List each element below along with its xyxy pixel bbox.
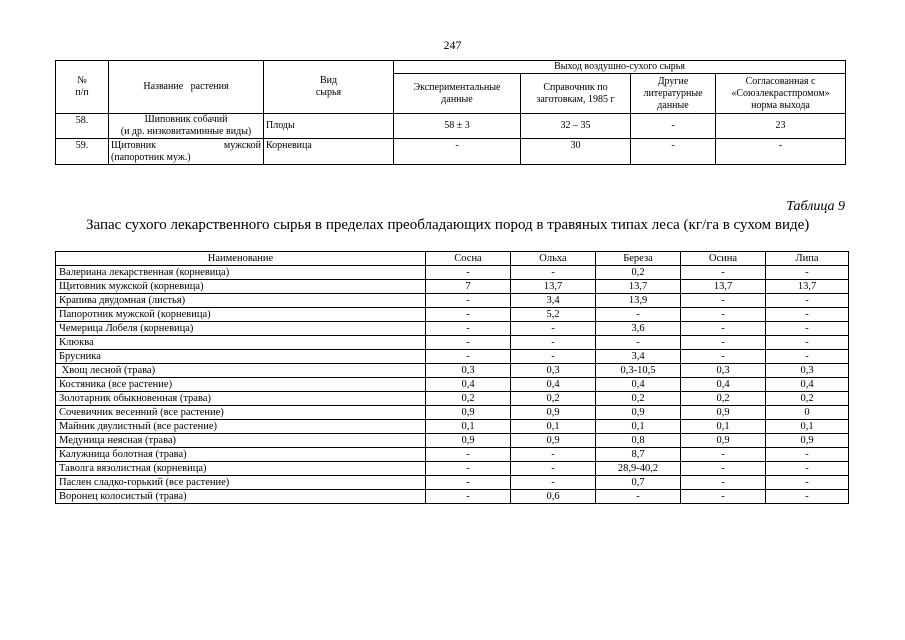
table-row xyxy=(56,476,849,490)
plant-name-cell: Валериана лекарственная (корневица) xyxy=(56,266,426,280)
stock-value-linden: 0,9 xyxy=(766,434,849,448)
stock-value-birch: 0,4 xyxy=(596,378,681,392)
header-other-literature: Другие литературные данные xyxy=(631,74,716,114)
plant-name-cell xyxy=(109,139,264,165)
stock-value-pine: - xyxy=(426,448,511,462)
header-dry-yield-group: Выход воздушно-сухого сырья xyxy=(394,61,846,74)
header-plant-name: Название растения xyxy=(109,61,264,114)
stock-value-linden: - xyxy=(766,266,849,280)
stock-value-aspen: - xyxy=(681,308,766,322)
stock-value-aspen: 0,2 xyxy=(681,392,766,406)
stock-value-pine: 0,9 xyxy=(426,406,511,420)
stock-value-pine: - xyxy=(426,322,511,336)
stock-value-aspen: 0,4 xyxy=(681,378,766,392)
stock-value-aspen: - xyxy=(681,294,766,308)
table-row xyxy=(56,294,849,308)
other-literature-value: - xyxy=(631,114,716,139)
header-alder: Ольха xyxy=(511,252,596,266)
stock-value-linden: - xyxy=(766,308,849,322)
stock-value-alder: - xyxy=(511,462,596,476)
stock-value-alder: 0,9 xyxy=(511,434,596,448)
stock-value-linden: 0,4 xyxy=(766,378,849,392)
stock-value-linden: - xyxy=(766,294,849,308)
plant-name-line: (папоротник муж.) xyxy=(111,152,191,163)
stock-value-aspen: - xyxy=(681,462,766,476)
plant-name-cell: Медуница неясная (трава) xyxy=(56,434,426,448)
stock-value-birch: 28,9-40,2 xyxy=(596,462,681,476)
stock-value-linden: - xyxy=(766,490,849,504)
page-number: 247 xyxy=(443,38,462,52)
handbook-value: 30 xyxy=(521,139,631,165)
stock-value-aspen: - xyxy=(681,448,766,462)
stock-value-pine: 0,4 xyxy=(426,378,511,392)
stock-value-alder: - xyxy=(511,476,596,490)
other-literature-value: - xyxy=(631,139,716,165)
table-row xyxy=(56,448,849,462)
row-number: 59. xyxy=(56,139,109,165)
stock-value-linden: 13,7 xyxy=(766,280,849,294)
stock-value-pine: 0,1 xyxy=(426,420,511,434)
stock-value-birch: 0,7 xyxy=(596,476,681,490)
header-linden: Липа xyxy=(766,252,849,266)
stock-value-birch: 0,1 xyxy=(596,420,681,434)
plant-name-cell: Брусника xyxy=(56,350,426,364)
stock-value-birch: 0,8 xyxy=(596,434,681,448)
stock-value-pine: - xyxy=(426,308,511,322)
plant-name-line: Шиповник собачий xyxy=(144,114,228,125)
table-body xyxy=(56,266,849,504)
table-row xyxy=(56,406,849,420)
table-title: Запас сухого лекарственного сырья в пределах преобладающих пород в травяных типах леса (кг/га в сухом виде) xyxy=(86,217,810,233)
stock-value-pine: - xyxy=(426,490,511,504)
table-row xyxy=(56,308,849,322)
stock-value-birch: 3,4 xyxy=(596,350,681,364)
stock-value-birch: 0,9 xyxy=(596,406,681,420)
experimental-value: - xyxy=(394,139,521,165)
stock-value-pine: 7 xyxy=(426,280,511,294)
handbook-value: 32 – 35 xyxy=(521,114,631,139)
stock-value-alder: 3,4 xyxy=(511,294,596,308)
table-row xyxy=(56,434,849,448)
row-number: 58. xyxy=(56,114,109,139)
stock-value-alder: 0,1 xyxy=(511,420,596,434)
stock-value-aspen: 0,3 xyxy=(681,364,766,378)
stock-value-alder: - xyxy=(511,322,596,336)
stock-value-aspen: 13,7 xyxy=(681,280,766,294)
plant-name-cell: Таволга вязолистная (корневица) xyxy=(56,462,426,476)
stock-value-aspen: - xyxy=(681,350,766,364)
table-row xyxy=(56,336,849,350)
stock-value-alder: - xyxy=(511,448,596,462)
stock-value-birch: 8,7 xyxy=(596,448,681,462)
plant-name-cell: Щитовник мужской (корневица) xyxy=(56,280,426,294)
plant-name-cell: Калужница болотная (трава) xyxy=(56,448,426,462)
stock-value-birch: - xyxy=(596,308,681,322)
stock-value-pine: 0,2 xyxy=(426,392,511,406)
plant-name-cell: Чемерица Лобеля (корневица) xyxy=(56,322,426,336)
header-name: Наименование xyxy=(56,252,426,266)
stock-value-birch: 13,9 xyxy=(596,294,681,308)
stock-value-alder: 0,4 xyxy=(511,378,596,392)
table-row xyxy=(56,139,846,165)
header-pine: Сосна xyxy=(426,252,511,266)
stock-value-alder: - xyxy=(511,336,596,350)
header-row xyxy=(56,252,849,266)
stock-value-birch: 3,6 xyxy=(596,322,681,336)
plant-name-cell: Клюква xyxy=(56,336,426,350)
stock-value-birch: - xyxy=(596,336,681,350)
table-row xyxy=(56,420,849,434)
plant-name-cell: Золотарник обыкновенная (трава) xyxy=(56,392,426,406)
stock-value-linden: 0,2 xyxy=(766,392,849,406)
stock-value-alder: 13,7 xyxy=(511,280,596,294)
table-row xyxy=(56,490,849,504)
stock-value-alder: 5,2 xyxy=(511,308,596,322)
table-row xyxy=(56,350,849,364)
stock-value-birch: 0,2 xyxy=(596,392,681,406)
plant-name-cell: Сочевичник весенний (все растение) xyxy=(56,406,426,420)
stock-value-pine: - xyxy=(426,266,511,280)
table-row xyxy=(56,364,849,378)
header-number: № п/п xyxy=(56,61,109,114)
header-handbook: Справочник по заготовкам, 1985 г xyxy=(521,74,631,114)
header-experimental: Экспериментальные данные xyxy=(394,74,521,114)
stock-value-pine: - xyxy=(426,336,511,350)
table-row xyxy=(56,114,846,139)
stock-value-pine: 0,9 xyxy=(426,434,511,448)
header-row xyxy=(56,61,846,74)
stock-value-pine: - xyxy=(426,476,511,490)
plant-name-cell: Паслен сладко-горький (все растение) xyxy=(56,476,426,490)
header-agreed-norm: Согласованная с «Союзлекрастпромом» норма выхода xyxy=(716,74,846,114)
stock-value-pine: - xyxy=(426,294,511,308)
experimental-value: 58 ± 3 xyxy=(394,114,521,139)
stock-value-linden: 0 xyxy=(766,406,849,420)
stock-value-alder: 0,2 xyxy=(511,392,596,406)
stock-value-aspen: 0,1 xyxy=(681,420,766,434)
table-label: Таблица 9 xyxy=(786,199,845,214)
stock-value-alder: 0,9 xyxy=(511,406,596,420)
plant-name-cell: Папоротник мужской (корневица) xyxy=(56,308,426,322)
stock-value-pine: - xyxy=(426,350,511,364)
table-row xyxy=(56,266,849,280)
header-aspen: Осина xyxy=(681,252,766,266)
plant-name-line: (и др. низковитаминные виды) xyxy=(120,126,252,137)
plant-name-cell: Хвощ лесной (трава) xyxy=(56,364,426,378)
raw-material-stock-table xyxy=(55,251,849,504)
stock-value-birch: - xyxy=(596,490,681,504)
stock-value-linden: - xyxy=(766,350,849,364)
stock-value-linden: - xyxy=(766,462,849,476)
stock-value-aspen: 0,9 xyxy=(681,434,766,448)
stock-value-aspen: - xyxy=(681,476,766,490)
plant-yield-table xyxy=(55,60,846,165)
table-row xyxy=(56,280,849,294)
stock-value-birch: 0,3-10,5 xyxy=(596,364,681,378)
stock-value-linden: - xyxy=(766,476,849,490)
stock-value-pine: 0,3 xyxy=(426,364,511,378)
stock-value-alder: 0,3 xyxy=(511,364,596,378)
stock-value-alder: 0,6 xyxy=(511,490,596,504)
plant-name-cell: Майник двулистный (все растение) xyxy=(56,420,426,434)
stock-value-alder: - xyxy=(511,350,596,364)
stock-value-linden: 0,1 xyxy=(766,420,849,434)
stock-value-linden: - xyxy=(766,448,849,462)
table-row xyxy=(56,322,849,336)
plant-name-cell: Костяника (все растение) xyxy=(56,378,426,392)
plant-name-cell: Воронец колосистый (трава) xyxy=(56,490,426,504)
stock-value-aspen: - xyxy=(681,336,766,350)
header-birch: Береза xyxy=(596,252,681,266)
agreed-norm-value: - xyxy=(716,139,846,165)
raw-material-type: Корневица xyxy=(264,139,394,165)
plant-name-cell xyxy=(109,114,264,139)
header-raw-material-type: Вид сырья xyxy=(264,61,394,114)
table-row xyxy=(56,378,849,392)
stock-value-alder: - xyxy=(511,266,596,280)
stock-value-birch: 0,2 xyxy=(596,266,681,280)
stock-value-birch: 13,7 xyxy=(596,280,681,294)
stock-value-linden: - xyxy=(766,336,849,350)
stock-value-aspen: - xyxy=(681,490,766,504)
stock-value-pine: - xyxy=(426,462,511,476)
raw-material-type: Плоды xyxy=(264,114,394,139)
stock-value-linden: 0,3 xyxy=(766,364,849,378)
table-row xyxy=(56,462,849,476)
plant-name-cell: Крапива двудомная (листья) xyxy=(56,294,426,308)
stock-value-linden: - xyxy=(766,322,849,336)
stock-value-aspen: - xyxy=(681,266,766,280)
agreed-norm-value: 23 xyxy=(716,114,846,139)
plant-name-line: Щитовник мужской xyxy=(111,140,261,151)
stock-value-aspen: 0,9 xyxy=(681,406,766,420)
table-row xyxy=(56,392,849,406)
stock-value-aspen: - xyxy=(681,322,766,336)
